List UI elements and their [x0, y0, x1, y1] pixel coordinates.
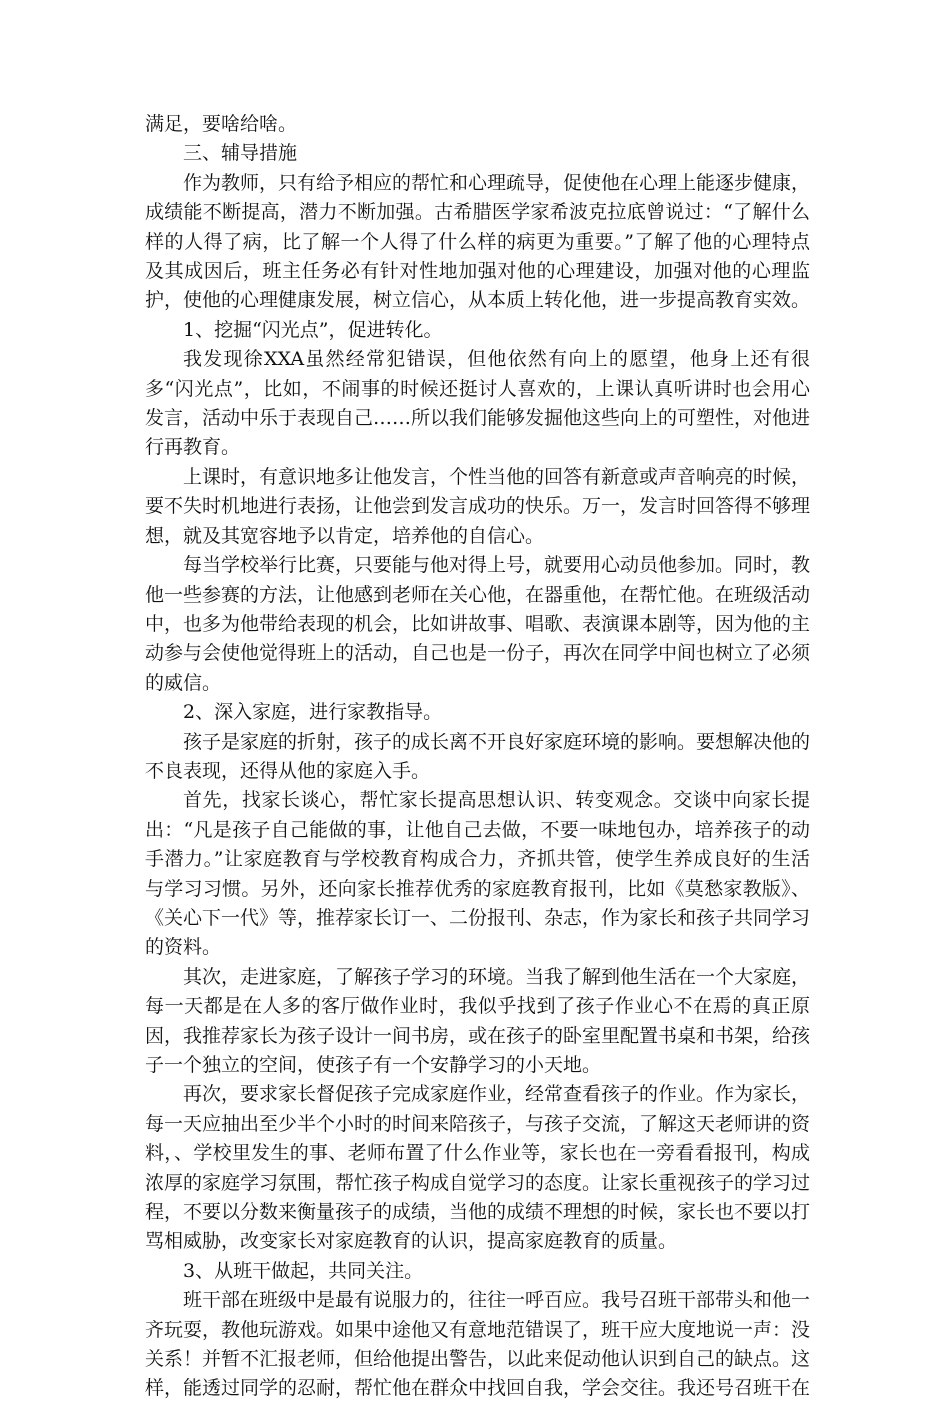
- paragraph-text: 每当学校举行比赛，只要能与他对得上号，就要用心动员他参加。同时，教他一些参赛的方法，让他感到老师在关心他，在器重他，在帮忙他。在班级活动中，也多为他带给表现的机会，比如讲故事、唱歌、表演课本剧等，因为他的主动参与会使他觉得班上的活动，自己也是一份子，再次在同学中间也树立了必须的威信。: [145, 554, 811, 694]
- paragraph-text: 上课时，有意识地多让他发言，个性当他的回答有新意或声音响亮的时候，要不失时机地进行表扬，让他尝到发言成功的快乐。万一，发言时回答得不够理想，就及其宽容地予以肯定，培养他的自信心。: [145, 465, 811, 547]
- document-page: [145, 110, 810, 1404]
- paragraph-text: 孩子是家庭的折射，孩子的成长离不开良好家庭环境的影响。要想解决他的不良表现，还得从他的家庭入手。: [145, 730, 811, 782]
- paragraph-text: 作为教师，只有给予相应的帮忙和心理疏导，促使他在心理上能逐步健康，成绩能不断提高，潜力不断加强。古希腊医学家希波克拉底曾说过：“了解什么样的人得了病，比了解一个人得了什么样的病更为重要。”了解了他的心理特点及其成因后，班主任务必有针对性地加强对他的心理建设，加强对他的心理监护，使他的心理健康发展，树立信心，从本质上转化他，进一步提高教育实效。: [145, 171, 811, 312]
- paragraph-text: 我发现徐XXA虽然经常犯错误，但他依然有向上的愿望，他身上还有很多“闪光点”，比如，不闹事的时候还挺讨人喜欢的，上课认真听讲时也会用心发言，活动中乐于表现自己……所以我们能够发掘他这些向上的可塑性，对他进行再教育。: [145, 348, 811, 459]
- subsection-heading: 2、深入家庭，进行家教指导。: [183, 701, 443, 724]
- section-heading: 三、辅导措施: [183, 142, 298, 165]
- paragraph-text: 班干部在班级中是最有说服力的，往往一呼百应。我号召班干部带头和他一齐玩耍，教他玩游戏。如果中途他又有意地范错误了，班干应大度地说一声：没关系！并暂不汇报老师，但给他提出警告，以此来促动他认识到自己的缺点。这样，能透过同学的忍耐，帮忙他在群众中找回自我，学会交往。我还号召班干在: [145, 1289, 811, 1400]
- subsection-heading: 1、挖掘“闪光点”，促进转化。: [183, 318, 443, 341]
- paragraph-text: 再次，要求家长督促孩子完成家庭作业，经常查看孩子的作业。作为家长，每一天应抽出至少半个小时的时间来陪孩子，与孩子交流，了解这天老师讲的资料，、学校里发生的事、老师布置了什么作业等，家长也在一旁看看报刊，构成浓厚的家庭学习氛围，帮忙孩子构成自觉学习的态度。让家长重视孩子的学习过程，不要以分数来衡量孩子的成绩，当他的成绩不理想的时候，家长也不要以打骂相威胁，改变家长对家庭教育的认识，提高家庭教育的质量。: [145, 1083, 811, 1253]
- paragraph-text: 首先，找家长谈心，帮忙家长提高思想认识、转变观念。交谈中向家长提出：“凡是孩子自己能做的事，让他自己去做，不要一味地包办，培养孩子的动手潜力。”让家庭教育与学校教育构成合力，齐抓共管，使学生养成良好的生活与学习习惯。另外，还向家长推荐优秀的家庭教育报刊，比如《莫愁家教版》、《关心下一代》等，推荐家长订一、二份报刊、杂志，作为家长和孩子共同学习的资料。: [145, 789, 811, 959]
- paragraph-text: 其次，走进家庭，了解孩子学习的环境。当我了解到他生活在一个大家庭，每一天都是在人多的客厅做作业时，我似乎找到了孩子作业心不在焉的真正原因，我推荐家长为孩子设计一间书房，或在孩子的卧室里配置书桌和书架，给孩子一个独立的空间，使孩子有一个安静学习的小天地。: [145, 965, 811, 1076]
- subsection-heading: 3、从班干做起，共同关注。: [183, 1259, 424, 1282]
- paragraph-text: 满足，要啥给啥。: [145, 113, 298, 135]
